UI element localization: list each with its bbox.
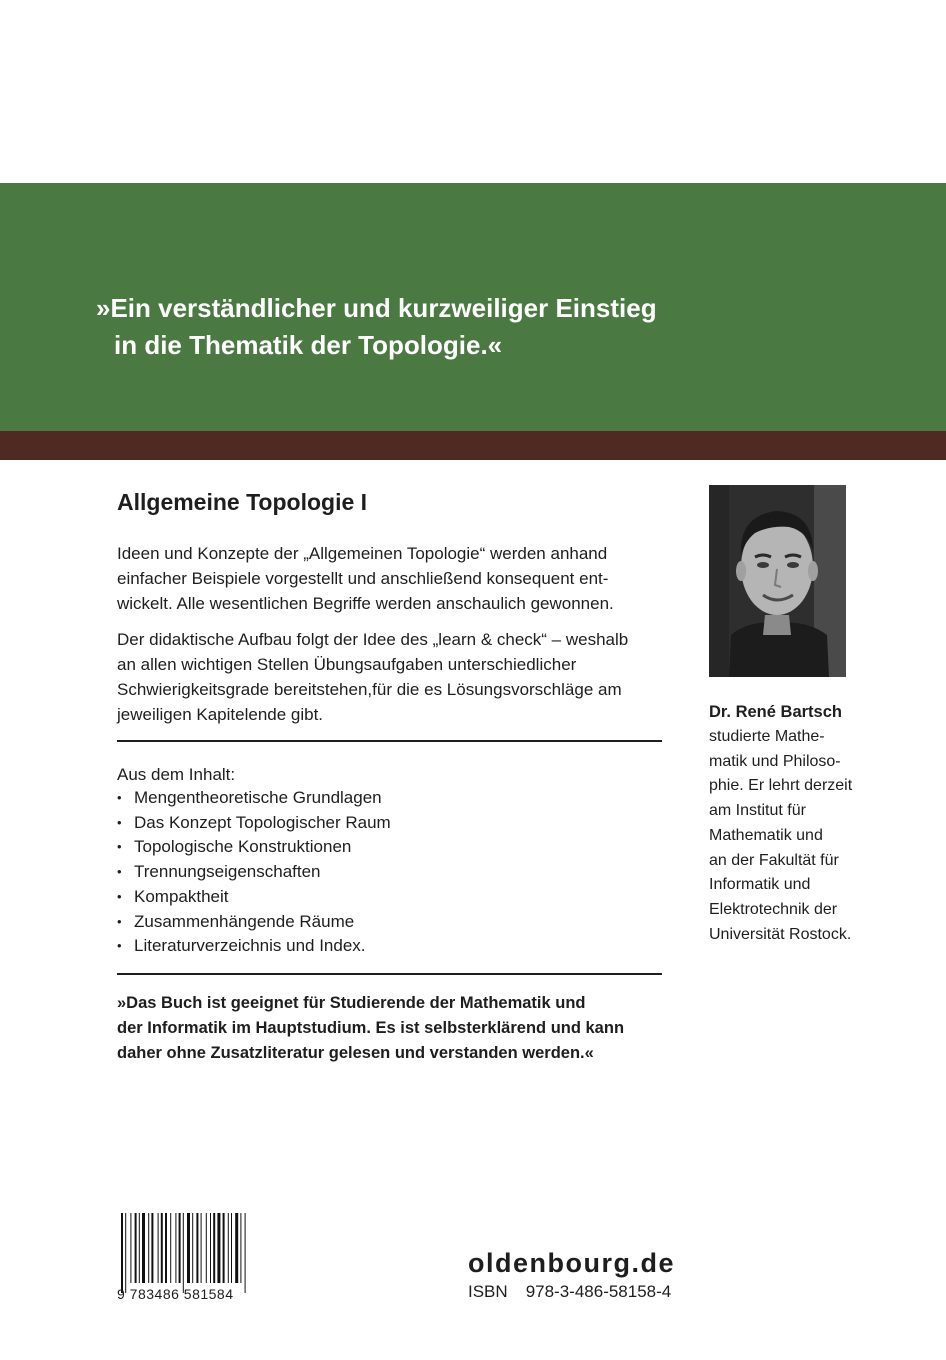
author-bio-line: studierte Mathe-: [709, 728, 825, 745]
review-quote-line: »Das Buch ist geeignet für Studierende der Mathematik und: [117, 994, 586, 1012]
barcode-bar: [170, 1213, 171, 1283]
description-2-line: jeweiligen Kapitelende gibt.: [117, 705, 324, 724]
barcode-bar: [235, 1213, 238, 1283]
contents-list-item: • Mengentheoretische Grundlagen: [117, 786, 391, 811]
barcode-bar: [245, 1213, 246, 1293]
barcode-bar: [196, 1213, 198, 1283]
header-quote-line-2: in die Thematik der Topologie.«: [114, 330, 503, 360]
divider-top: [117, 740, 662, 742]
contents-list-item: • Kompaktheit: [117, 885, 391, 910]
review-quote: [117, 991, 624, 1066]
barcode-bar: [201, 1213, 202, 1283]
review-quote-line: der Informatik im Hauptstudium. Es ist selbsterklärend und kann: [117, 1019, 625, 1037]
description-2-line: Schwierigkeitsgrade bereitstehen,für die es Lösungsvorschläge am: [117, 680, 622, 699]
contents-list-item: • Literaturverzeichnis und Index.: [117, 934, 391, 959]
header-quote: [96, 290, 796, 364]
description-1-line: Ideen und Konzepte der „Allgemeinen Topologie“ werden anhand: [117, 544, 608, 563]
author-portrait: [709, 485, 846, 677]
header-quote-line-1: »Ein verständlicher und kurzweiliger Einstieg: [96, 293, 657, 323]
contents-list-item: • Das Konzept Topologischer Raum: [117, 811, 391, 836]
author-bio-line: am Institut für: [709, 802, 806, 820]
author-bio: [709, 725, 852, 947]
barcode-bar: [210, 1213, 211, 1283]
description-2-line: an allen wichtigen Stellen Übungsaufgaben unterschiedlicher: [117, 655, 577, 674]
barcode-bar: [192, 1213, 193, 1283]
contents-list-item: • Zusammenhängende Räume: [117, 910, 391, 935]
author-bio-line: Elektrotechnik der: [709, 900, 838, 918]
barcode-bar: [240, 1213, 241, 1283]
publisher-url: oldenbourg.de: [468, 1248, 675, 1278]
barcode-bar: [158, 1213, 159, 1283]
barcode-bar: [228, 1213, 229, 1283]
barcode-bar: [183, 1213, 184, 1293]
contents-list-item: • Trennungseigenschaften: [117, 860, 391, 885]
barcode-bar: [231, 1213, 232, 1283]
description-1-line: einfacher Beispiele vorgestellt und anschließend konsequent ent-: [117, 569, 609, 588]
header-brown-stripe: [0, 431, 946, 460]
author-portrait-drawing: [709, 485, 846, 677]
isbn: [468, 1281, 671, 1303]
barcode-bar: [217, 1213, 220, 1283]
barcode-bar: [135, 1213, 137, 1283]
barcode-bar: [151, 1213, 153, 1283]
contents-list: [117, 786, 391, 959]
barcode-bar: [125, 1213, 126, 1293]
barcode-bar: [161, 1213, 163, 1283]
isbn-label: ISBN: [468, 1282, 508, 1301]
barcode-bar: [121, 1213, 123, 1293]
author-bio-line: Universität Rostock.: [709, 925, 852, 943]
divider-bottom: [117, 973, 662, 975]
barcode-bar: [148, 1213, 149, 1283]
contents-list-item: • Topologische Konstruktionen: [117, 835, 391, 860]
review-quote-line: daher ohne Zusatzliteratur gelesen und verstanden werden.«: [117, 1044, 594, 1062]
barcode-bar: [142, 1213, 145, 1283]
description-2-line: Der didaktische Aufbau folgt der Idee des „learn & check“ – weshalb: [117, 630, 629, 649]
description-1-line: wickelt. Alle wesentlichen Begriffe werden anschaulich gewonnen.: [117, 594, 614, 613]
description-paragraph-1: [117, 541, 677, 616]
author-bio-line: matik und Philoso-: [709, 752, 841, 770]
author-bio-line: Mathematik und: [709, 826, 823, 844]
author-bio-line: an der Fakultät für: [709, 851, 839, 869]
barcode-bar: [223, 1213, 225, 1283]
author-name: Dr. René Bartsch: [709, 703, 842, 721]
isbn-number: 978-3-486-58158-4: [525, 1282, 672, 1301]
contents-heading: Aus dem Inhalt:: [117, 765, 236, 784]
barcode-bar: [179, 1213, 181, 1283]
barcode-bar: [187, 1213, 190, 1283]
author-bio-line: phie. Er lehrt derzeit: [709, 777, 853, 795]
barcode-bar: [165, 1213, 167, 1283]
barcode-bar: [175, 1213, 176, 1283]
book-title: Allgemeine Topologie I: [117, 489, 368, 515]
barcode-bar: [206, 1213, 207, 1283]
barcode-bar: [139, 1213, 140, 1283]
description-paragraph-2: [117, 627, 677, 727]
barcode-bar: [130, 1213, 131, 1283]
author-bio-line: Informatik und: [709, 876, 811, 894]
barcode-bar: [213, 1213, 215, 1283]
barcode-digits: 9 783486 581584: [117, 1286, 234, 1302]
